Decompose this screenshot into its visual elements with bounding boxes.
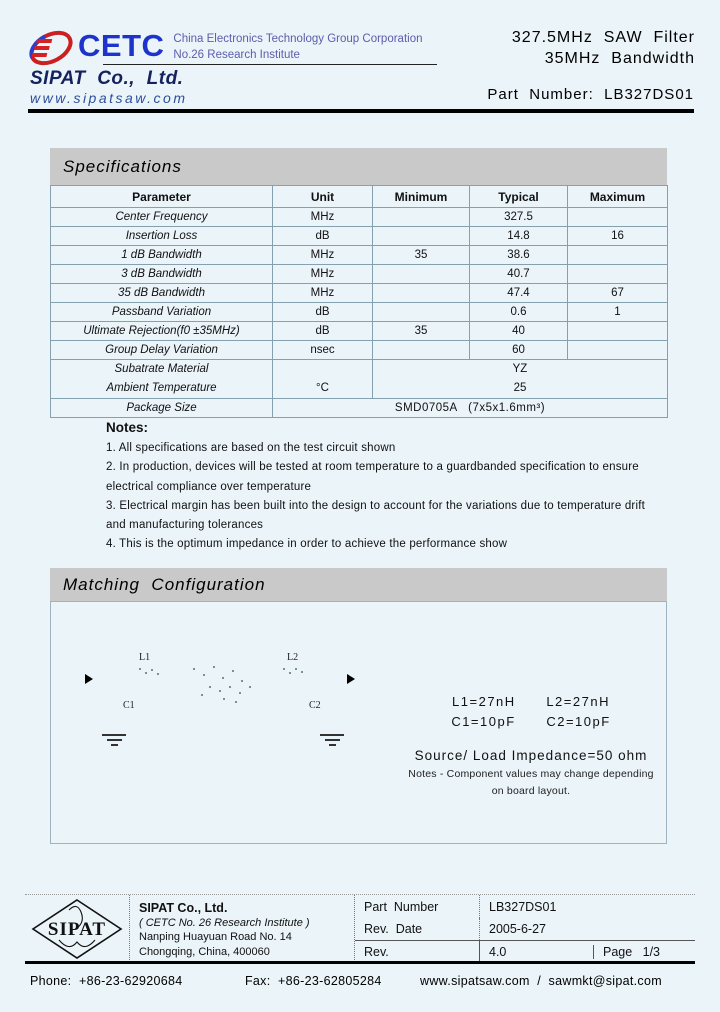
col-minimum: Minimum xyxy=(373,186,470,208)
ambient-parameter: Ambient Temperature xyxy=(106,382,217,394)
footer-page-label: Page 1/3 xyxy=(593,945,695,959)
cetc-logo-word: CETC xyxy=(78,28,165,63)
specifications-section xyxy=(50,148,667,418)
company-line1: China Electronics Technology Group Corporation xyxy=(173,33,423,45)
footer-rev-value: 4.0 xyxy=(489,945,507,959)
part-number-heading: Part Number: LB327DS01 xyxy=(487,86,694,103)
sipat-company-name: SIPAT Co., Ltd. xyxy=(30,68,184,89)
matching-note-line2: on board layout. xyxy=(491,785,571,797)
company-line2: No.26 Research Institute xyxy=(173,49,300,61)
footer-rev-date-label: Rev. Date xyxy=(355,918,480,940)
unit-cell: dB xyxy=(273,303,373,322)
footer-rev-label: Rev. xyxy=(355,940,480,963)
min-cell: 35 xyxy=(373,246,470,265)
footer-block xyxy=(25,894,695,962)
table-row xyxy=(51,341,668,360)
min-cell xyxy=(373,284,470,303)
max-cell: 67 xyxy=(568,284,668,303)
param-cell: 35 dB Bandwidth xyxy=(51,284,273,303)
lc-values-line2: C1=10pF C2=10pF xyxy=(451,714,611,729)
matching-note-line1: Notes - Component values may change depending xyxy=(408,768,654,780)
specifications-section-title: Specifications xyxy=(50,148,667,185)
table-row xyxy=(51,322,668,341)
typ-cell: 40.7 xyxy=(470,265,568,284)
spec-header-row xyxy=(51,186,668,208)
footer-part-number-label: Part Number xyxy=(355,895,480,918)
fax-text: Fax: +86-23-62805284 xyxy=(245,974,382,988)
unit-cell: dB xyxy=(273,322,373,341)
substrate-parameter: Subatrate Material xyxy=(114,363,209,375)
note-line: 1. All specifications are based on the test circuit shown xyxy=(106,442,396,454)
ambient-unit: °C xyxy=(316,382,329,394)
web-email-text[interactable]: www.sipatsaw.com / sawmkt@sipat.com xyxy=(420,974,662,988)
package-value: SMD0705A (7x5x1.6mm³) xyxy=(273,399,668,418)
impedance-line: Source/ Load Impedance=50 ohm xyxy=(414,748,648,763)
col-parameter: Parameter xyxy=(51,186,273,208)
max-cell xyxy=(568,246,668,265)
footer-company-sub: ( CETC No. 26 Research Institute ) xyxy=(139,916,310,929)
col-maximum: Maximum xyxy=(568,186,668,208)
note-line: electrical compliance over temperature xyxy=(106,480,312,493)
param-cell xyxy=(51,360,273,399)
substrate-value: YZ xyxy=(512,363,528,375)
title-line1: 327.5MHz SAW Filter xyxy=(511,29,695,46)
unit-cell: MHz xyxy=(273,265,373,284)
inductor-l1-label: L1 xyxy=(139,652,151,663)
param-cell: Insertion Loss xyxy=(51,227,273,246)
param-cell: Center Frequency xyxy=(51,208,273,227)
sipat-website-link[interactable]: www.sipatsaw.com xyxy=(30,90,188,106)
substrate-unit xyxy=(273,360,372,379)
min-cell: 35 xyxy=(373,322,470,341)
output-arrow-icon xyxy=(347,674,355,684)
table-row xyxy=(51,284,668,303)
max-cell xyxy=(568,208,668,227)
min-cell xyxy=(373,227,470,246)
typ-cell: 14.8 xyxy=(470,227,568,246)
footer-address-line1: Nanping Huayuan Road No. 14 xyxy=(139,931,292,943)
typ-cell: 38.6 xyxy=(470,246,568,265)
footer-company-info xyxy=(130,895,355,962)
unit-cell: MHz xyxy=(273,284,373,303)
param-cell: Passband Variation xyxy=(51,303,273,322)
footer-address-line2: Chongqing, China, 400060 xyxy=(139,945,270,958)
table-row xyxy=(51,246,668,265)
note-line: 3. Electrical margin has been built into the design to account for the variations due to temperature drift xyxy=(106,499,645,512)
matching-configuration-section xyxy=(50,568,667,844)
cetc-company-lines xyxy=(173,26,422,63)
input-arrow-icon xyxy=(85,674,93,684)
param-cell: Ultimate Rejection(f0 ±35MHz) xyxy=(51,322,273,341)
max-cell xyxy=(568,322,668,341)
product-title xyxy=(512,27,695,69)
specifications-table xyxy=(50,185,668,418)
note-line: 4. This is the optimum impedance in order to achieve the performance show xyxy=(106,538,508,551)
lc-values-line1: L1=27nH L2=27nH xyxy=(452,694,610,709)
min-cell xyxy=(373,265,470,284)
typ-cell: 327.5 xyxy=(470,208,568,227)
unit-cell: nsec xyxy=(273,341,373,360)
note-line: 2. In production, devices will be tested at room temperature to a guardbanded specification to ensure xyxy=(106,461,639,474)
max-cell xyxy=(568,341,668,360)
title-line2: 35MHz Bandwidth xyxy=(544,50,695,67)
matching-values-block xyxy=(381,692,681,797)
footer-rev-date-value: 2005-6-27 xyxy=(489,922,546,936)
typ-cell: 60 xyxy=(470,341,568,360)
param-cell: 1 dB Bandwidth xyxy=(51,246,273,265)
header-thick-rule xyxy=(28,109,694,113)
unit-cell: MHz xyxy=(273,208,373,227)
inductor-l2-label: L2 xyxy=(287,652,299,663)
typ-cell: 40 xyxy=(470,322,568,341)
max-cell: 1 xyxy=(568,303,668,322)
footer-thick-rule xyxy=(25,961,695,964)
notes-title: Notes: xyxy=(106,420,149,435)
typ-cell: 0.6 xyxy=(470,303,568,322)
svg-text:SIPAT: SIPAT xyxy=(47,918,107,940)
table-row xyxy=(51,303,668,322)
unit-cell: MHz xyxy=(273,246,373,265)
unit-cell xyxy=(273,360,373,399)
ground-icon xyxy=(101,734,127,749)
sipat-diamond-logo xyxy=(25,895,130,962)
header-thin-rule xyxy=(103,64,437,65)
phone-text: Phone: +86-23-62920684 xyxy=(30,974,183,988)
param-cell: 3 dB Bandwidth xyxy=(51,265,273,284)
table-row-substrate-ambient xyxy=(51,360,668,399)
table-row xyxy=(51,227,668,246)
max-cell: 16 xyxy=(568,227,668,246)
table-row xyxy=(51,265,668,284)
notes-section xyxy=(106,420,666,555)
unit-cell: dB xyxy=(273,227,373,246)
typ-cell: 47.4 xyxy=(470,284,568,303)
col-unit: Unit xyxy=(273,186,373,208)
matching-section-title: Matching Configuration xyxy=(50,568,667,601)
col-typical: Typical xyxy=(470,186,568,208)
min-cell xyxy=(373,303,470,322)
table-row-package xyxy=(51,399,668,418)
footer-part-number-value: LB327DS01 xyxy=(489,899,557,914)
ambient-value: 25 xyxy=(513,382,527,394)
matching-diagram-box xyxy=(50,601,667,844)
footer-revision-table xyxy=(355,895,695,962)
note-line: and manufacturing tolerances xyxy=(106,519,264,532)
param-cell: Package Size xyxy=(51,399,273,418)
value-cell xyxy=(373,360,668,399)
min-cell xyxy=(373,208,470,227)
min-cell xyxy=(373,341,470,360)
capacitor-c2-label: C2 xyxy=(309,700,321,711)
footer-company-name: SIPAT Co., Ltd. xyxy=(139,901,228,915)
table-row xyxy=(51,208,668,227)
max-cell xyxy=(568,265,668,284)
param-cell: Group Delay Variation xyxy=(51,341,273,360)
footer-rev-row xyxy=(480,940,695,963)
ground-icon xyxy=(319,734,345,749)
capacitor-c1-label: C1 xyxy=(123,700,135,711)
